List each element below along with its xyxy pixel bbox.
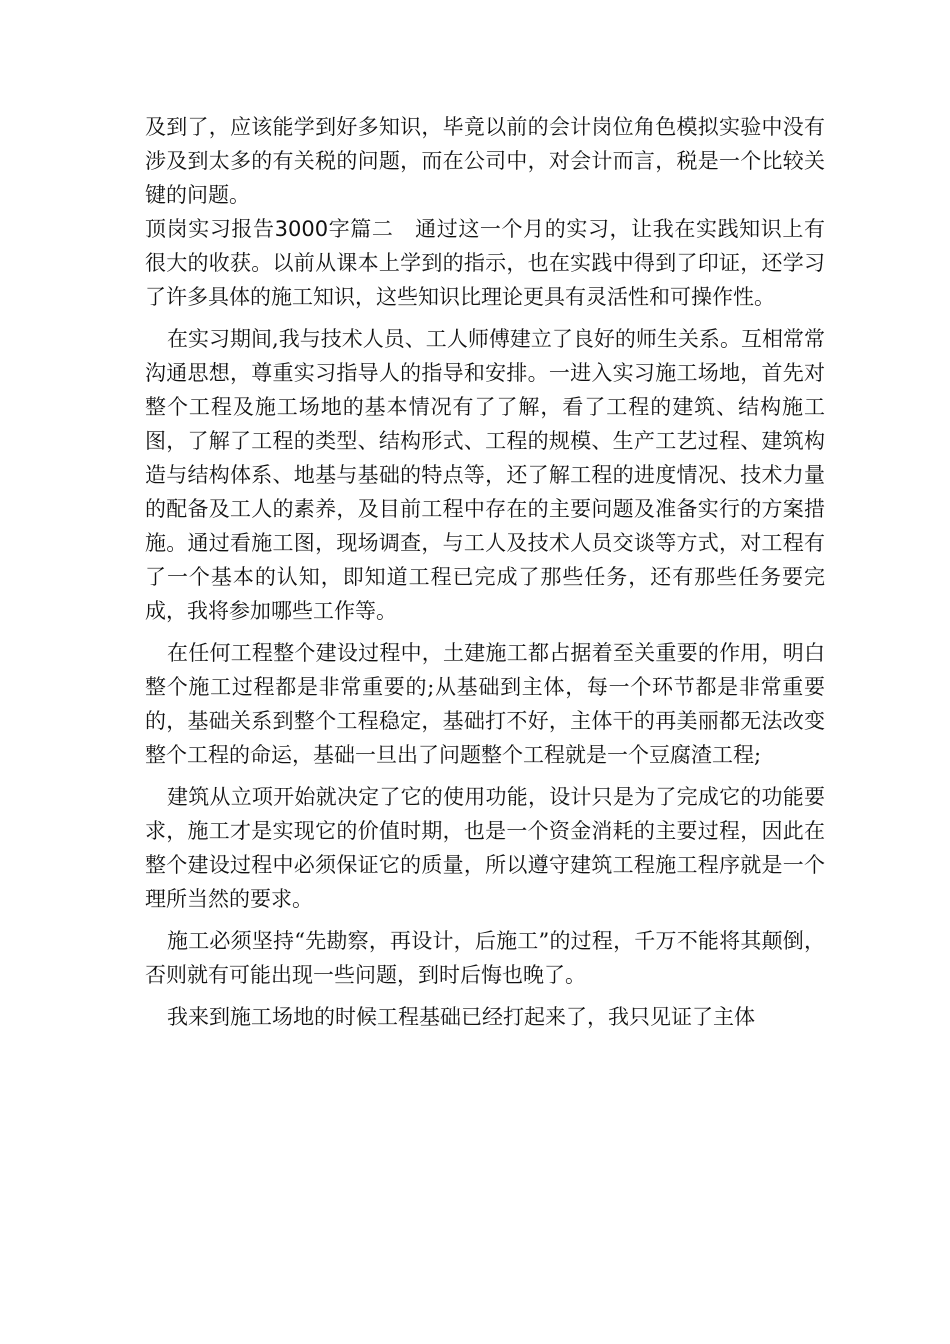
document-body <box>145 110 825 1034</box>
paragraph-2 <box>145 212 825 314</box>
paragraph-6 <box>145 924 825 992</box>
paragraph-1 <box>145 110 825 212</box>
paragraph-text: 在任何工程整个建设过程中，土建施工都占据着至关重要的作用，明白整个施工过程都是非常重要的;从基础到主体，每一个环节都是非常重要的，基础关系到整个工程稳定，基础打不好，主体干的再美丽都无法改变整个工程的命运，基础一旦出了问题整个工程就是一个豆腐渣工程; <box>145 641 825 767</box>
paragraph-4 <box>145 636 825 772</box>
paragraph-3 <box>145 322 825 628</box>
section-heading: 顶岗实习报告3000字篇二 <box>145 217 394 241</box>
paragraph-text: 通过这一个月的实习，让我在实践知识上有很大的收获。以前从课本上学到的指示，也在实践中得到了印证，还学习了许多具体的施工知识，这些知识比理论更具有灵活性和可操作性。 <box>145 217 825 309</box>
paragraph-7 <box>145 1000 825 1034</box>
paragraph-text: 施工必须坚持“先勘察，再设计，后施工”的过程，千万不能将其颠倒，否则就有可能出现一些问题，到时后悔也晚了。 <box>145 929 825 987</box>
paragraph-text: 我来到施工场地的时候工程基础已经打起来了，我只见证了主体 <box>167 1005 755 1029</box>
paragraph-text: 及到了，应该能学到好多知识，毕竟以前的会计岗位角色模拟实验中没有涉及到太多的有关税的问题，而在公司中，对会计而言，税是一个比较关键的问题。 <box>145 115 825 207</box>
paragraph-text: 建筑从立项开始就决定了它的使用功能，设计只是为了完成它的功能要求，施工才是实现它的价值时期，也是一个资金消耗的主要过程，因此在整个建设过程中必须保证它的质量，所以遵守建筑工程施工程序就是一个理所当然的要求。 <box>145 785 825 911</box>
paragraph-5 <box>145 780 825 916</box>
paragraph-text: 在实习期间,我与技术人员、工人师傅建立了良好的师生关系。互相常常沟通思想，尊重实习指导人的指导和安排。一进入实习施工场地，首先对整个工程及施工场地的基本情况有了了解，看了工程的建筑、结构施工图，了解了工程的类型、结构形式、工程的规模、生产工艺过程、建筑构造与结构体系、地基与基础的特点等，还了解工程的进度情况、技术力量的配备及工人的素养，及目前工程中存在的主要问题及准备实行的方案措施。通过看施工图，现场调查，与工人及技术人员交谈等方式，对工程有了一个基本的认知，即知道工程已完成了那些任务，还有那些任务要完成，我将参加哪些工作等。 <box>145 327 825 623</box>
